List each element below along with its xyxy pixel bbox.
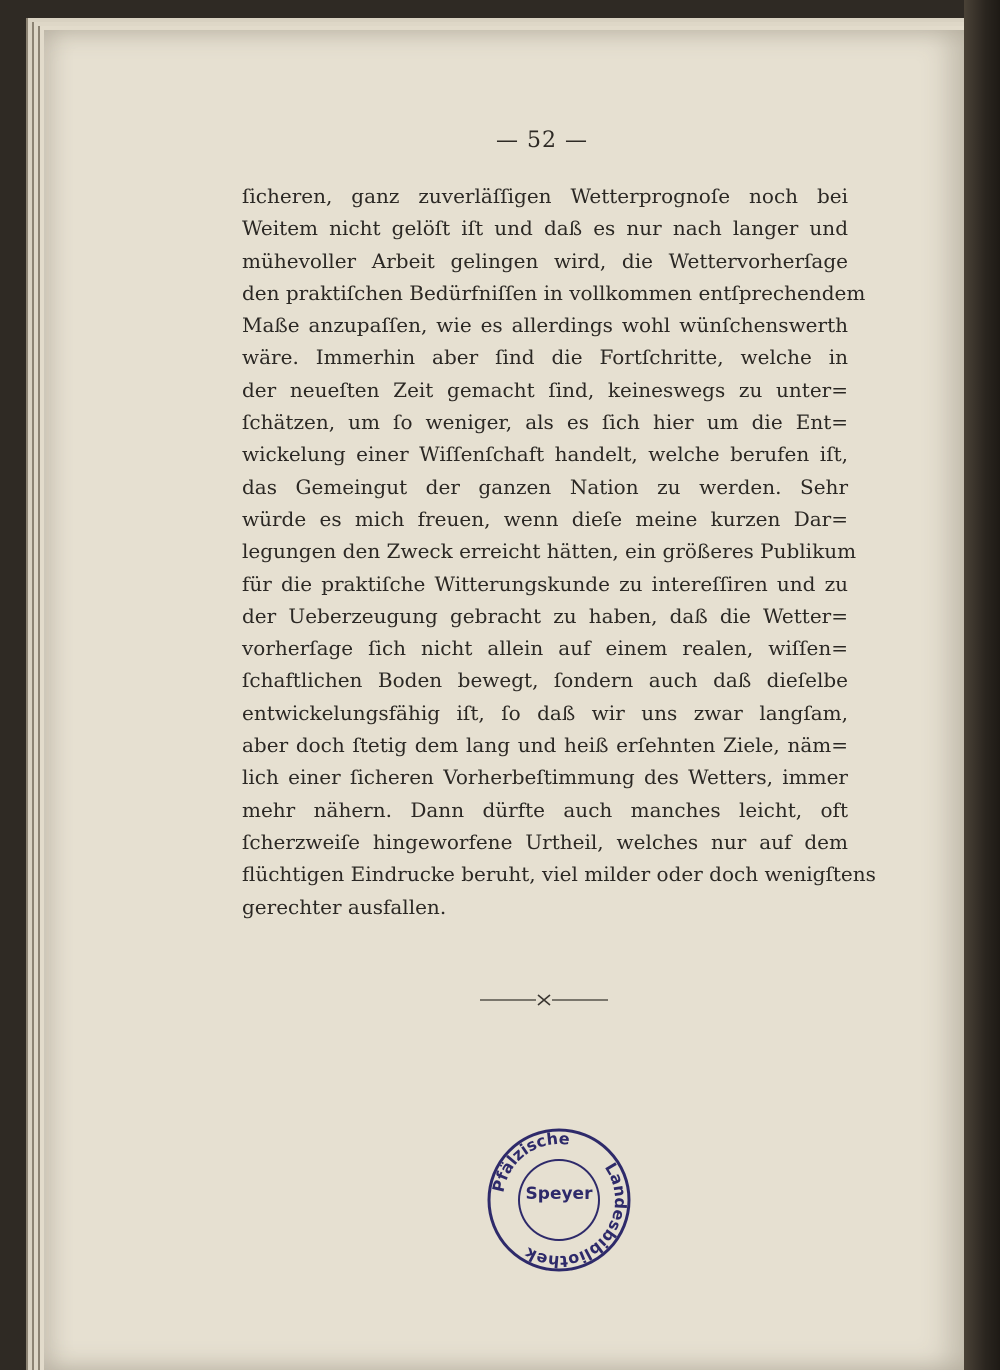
page-number: — 52 — <box>496 128 588 153</box>
text-line: ſchätzen, um ſo weniger, als es ſich hier um die Ent= <box>242 410 848 435</box>
text-line: der neueſten Zeit gemacht ſind, keineswegs zu unter= <box>242 377 848 402</box>
text-line: mehr nähern. Dann dürfte auch manches leicht, oft <box>242 797 848 822</box>
text-line: den praktiſchen Bedürfniſſen in vollkommen entſprechendem <box>242 280 866 305</box>
text-line: ſicheren, ganz zuverläſſigen Wetterprognoſe noch bei <box>242 184 848 208</box>
section-divider-ornament <box>480 990 608 1010</box>
text-line: vorherſage ſich nicht allein auf einem realen, wiſſen= <box>242 636 848 661</box>
svg-text:Landesbibliothek: Landesbibliothek <box>521 1159 631 1272</box>
text-line: Maße anzupaſſen, wie es allerdings wohl wünſchenswerth <box>242 313 848 338</box>
text-line: entwickelungsfähig iſt, ſo daß wir uns zwar langſam, <box>242 700 848 725</box>
stamp-center-text: Speyer <box>525 1184 593 1204</box>
text-line: Weitem nicht gelöſt iſt und daß es nur nach langer und <box>242 216 848 241</box>
text-line: das Gemeingut der ganzen Nation zu werden. Sehr <box>242 474 848 499</box>
text-line: würde es mich freuen, wenn dieſe meine kurzen Dar= <box>242 506 848 531</box>
text-line: gerechter ausfallen. <box>242 894 447 919</box>
text-line: aber doch ſtetig dem lang und heiß erſehnten Ziele, näm= <box>242 733 848 758</box>
text-line: ſchaftlichen Boden bewegt, ſondern auch daß dieſelbe <box>242 668 848 693</box>
text-line: flüchtigen Eindrucke beruht, viel milder oder doch wenigſtens <box>242 862 876 887</box>
text-line: wickelung einer Wiſſenſchaft handelt, welche berufen iſt, <box>242 442 848 467</box>
text-line: lich einer ſicheren Vorherbeſtimmung des Wetters, immer <box>242 765 848 790</box>
text-line: der Ueberzeugung gebracht zu haben, daß die Wetter= <box>242 603 848 628</box>
text-line: ſcherzweiſe hingeworfene Urtheil, welches nur auf dem <box>242 829 848 854</box>
text-line: für die praktiſche Witterungskunde zu intereſſiren und zu <box>242 571 848 596</box>
text-line: wäre. Immerhin aber ſind die Fortſchritte, welche in <box>242 345 848 370</box>
book-gutter-shadow <box>964 0 1000 1370</box>
body-text <box>242 180 876 923</box>
svg-text:Pfälzische: Pfälzische <box>488 1128 571 1194</box>
text-line: mühevoller Arbeit gelingen wird, die Wettervorherſage <box>242 248 848 273</box>
text-line: legungen den Zweck erreicht hätten, ein größeres Publikum <box>242 539 857 564</box>
library-stamp <box>485 1126 633 1274</box>
